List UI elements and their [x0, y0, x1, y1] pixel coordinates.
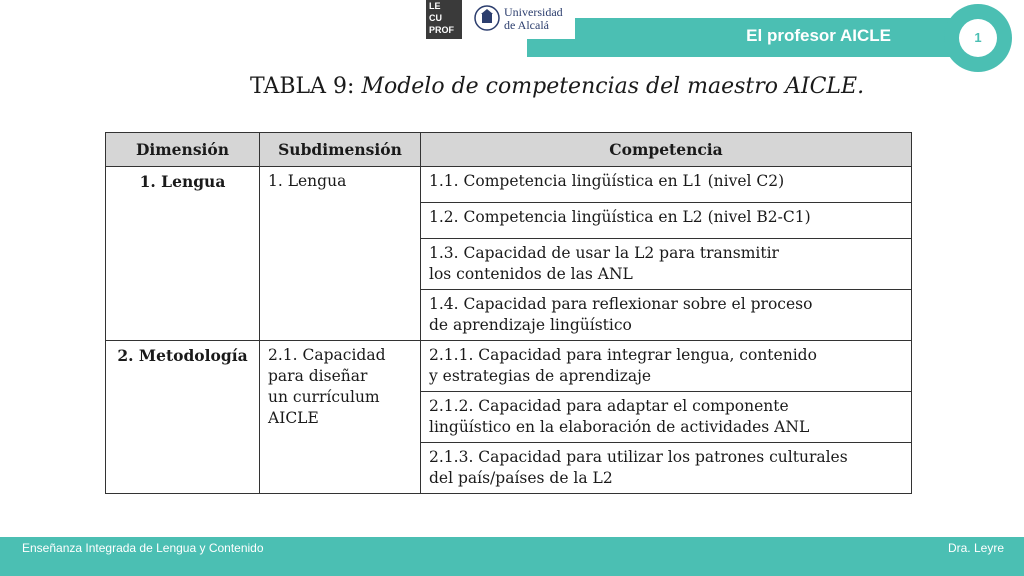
competence-cell	[421, 290, 912, 341]
logo-text: LE	[429, 1, 441, 11]
dimension-cell: 2. Metodología	[106, 341, 260, 494]
subdimension-line: un currículum	[268, 388, 380, 406]
header-bar	[527, 18, 987, 57]
competence-line: del país/países de la L2	[429, 469, 613, 487]
competence-line: los contenidos de las ANL	[429, 265, 633, 283]
competence-cell	[421, 239, 912, 290]
subdimension-cell: 1. Lengua	[260, 167, 421, 341]
subdimension-line: para diseñar	[268, 367, 368, 385]
competence-line: y estrategias de aprendizaje	[429, 367, 652, 385]
competence-cell	[421, 341, 912, 392]
competence-line: 2.1.3. Capacidad para utilizar los patrones culturales	[429, 448, 848, 466]
header-competence: Competencia	[421, 133, 912, 167]
author-name: Dra. Leyre	[947, 541, 1004, 555]
competence-line: 1.3. Capacidad de usar la L2 para transmitir	[429, 244, 779, 262]
subdimension-line: 2.1. Capacidad	[268, 346, 386, 364]
page-number: 1	[959, 19, 997, 57]
presentation-title: El profesor AICLE	[746, 26, 891, 45]
table-header-row	[106, 133, 912, 167]
subdimension-line: AICLE	[268, 409, 319, 427]
competence-cell	[421, 443, 912, 494]
logo-text: CU	[429, 13, 442, 23]
competence-line: lingüístico en la elaboración de actividades ANL	[429, 418, 810, 436]
course-title: Enseñanza Integrada de Lengua y Contenido	[22, 541, 264, 555]
table-caption-title: Modelo de competencias del maestro AICLE.	[361, 74, 865, 99]
header-dimension: Dimensión	[106, 133, 260, 167]
header-subdimension: Subdimensión	[260, 133, 421, 167]
footer-bar	[0, 537, 1024, 576]
competence-line: 2.1.2. Capacidad para adaptar el componente	[429, 397, 789, 415]
lecu-prof-logo	[426, 0, 462, 39]
logo-text: PROF	[429, 25, 455, 35]
table-caption	[250, 74, 864, 99]
competence-line: de aprendizaje lingüístico	[429, 316, 632, 334]
subdimension-cell	[260, 341, 421, 494]
university-line: Universidad	[504, 5, 563, 19]
competence-line: 1.4. Capacidad para reflexionar sobre el proceso	[429, 295, 813, 313]
competency-table	[105, 132, 912, 494]
university-line: de Alcalá	[504, 18, 549, 32]
university-seal-icon	[474, 5, 500, 31]
university-name	[504, 6, 563, 32]
competence-cell	[421, 392, 912, 443]
competence-cell: 1.1. Competencia lingüística en L1 (nivel C2)	[421, 167, 912, 203]
table-row	[106, 167, 912, 203]
table-row	[106, 341, 912, 392]
competence-line: 2.1.1. Capacidad para integrar lengua, contenido	[429, 346, 817, 364]
dimension-cell: 1. Lengua	[106, 167, 260, 341]
table-caption-lead: TABLA 9:	[250, 74, 355, 99]
competence-cell: 1.2. Competencia lingüística en L2 (nivel B2-C1)	[421, 203, 912, 239]
